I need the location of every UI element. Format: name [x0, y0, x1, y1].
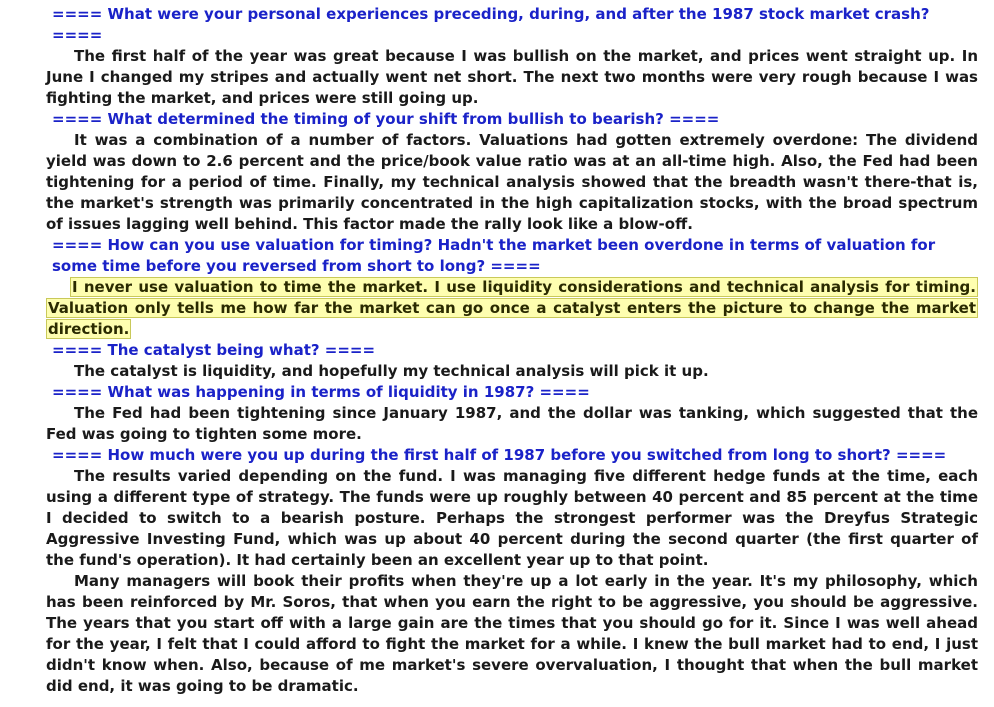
question-4: ==== The catalyst being what? ==== [52, 341, 376, 359]
answer-5: The Fed had been tightening since January 1987, and the dollar was tanking, which suggested that the Fed was going to tighten some more. [46, 404, 978, 443]
question-5: ==== What was happening in terms of liquidity in 1987? ==== [52, 383, 590, 401]
answer-2: It was a combination of a number of factors. Valuations had gotten extremely overdone: The dividend yield was down to 2.6 percent and the price/book value ratio was at an all-time high. Also, the Fed had been tightening for a period of time. Finally, my technical analysis showed that the breadth wasn't there-that is, the market's strength was primarily concentrated in the high capitalization stocks, with the broad spectrum of issues lagging well behind. This factor made the rally look like a blow-off. [46, 131, 978, 233]
interview-document [46, 4, 978, 697]
answer-4: The catalyst is liquidity, and hopefully my technical analysis will pick it up. [74, 362, 709, 380]
highlighted-answer [46, 277, 978, 340]
question-6: ==== How much were you up during the first half of 1987 before you switched from long to short? ==== [52, 446, 947, 464]
answer-1: The first half of the year was great because I was bullish on the market, and prices went straight up. In June I changed my stripes and actually went net short. The next two months were very rough because I was fighting the market, and prices were still going up. [46, 47, 978, 107]
question-1: ==== What were your personal experiences preceding, during, and after the 1987 stock market crash? ==== [52, 5, 930, 44]
text-highlight[interactable]: I never use valuation to time the market. I use liquidity considerations and technical analysis for timing. Valuation only tells me how far the market can go once a catalyst enters the picture to change the market direction. [48, 278, 976, 338]
answer-6b: Many managers will book their profits when they're up a lot early in the year. It's my philosophy, which has been reinforced by Mr. Soros, that when you earn the right to be aggressive, you should be aggressive. The years that you start off with a large gain are the times that you should go for it. Since I was well ahead for the year, I felt that I could afford to fight the market for a while. I knew the bull market had to end, I just didn't know when. Also, because of me market's severe overvaluation, I thought that when the bull market did end, it was going to be dramatic. [46, 572, 978, 695]
question-2: ==== What determined the timing of your shift from bullish to bearish? ==== [52, 110, 720, 128]
question-3: ==== How can you use valuation for timing? Hadn't the market been overdone in terms of valuation for some time before you reversed from short to long? ==== [52, 236, 936, 275]
answer-6a: The results varied depending on the fund. I was managing five different hedge funds at the time, each using a different type of strategy. The funds were up roughly between 40 percent and 85 percent at the time I decided to switch to a bearish posture. Perhaps the strongest performer was the Dreyfus Strategic Aggressive Investing Fund, which was up about 40 percent during the second quarter (the first quarter of the fund's operation). It had certainly been an excellent year up to that point. [46, 467, 978, 569]
